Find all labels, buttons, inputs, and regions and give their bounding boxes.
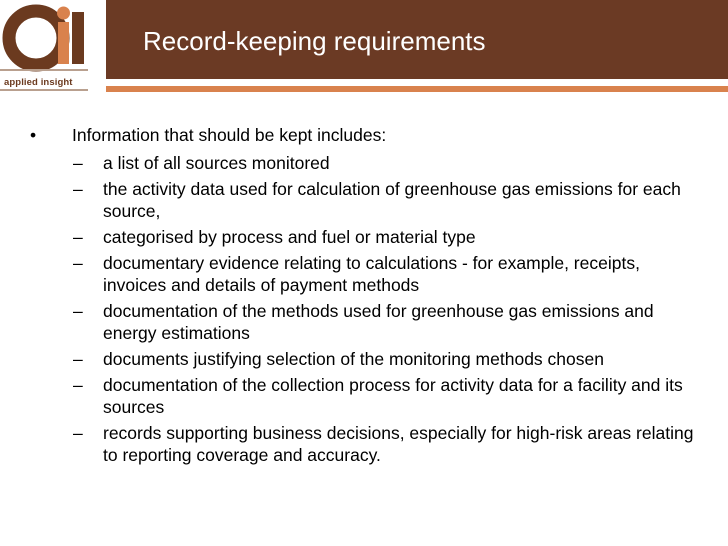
list-item: – documentation of the collection process for activity data for a facility and its sources <box>73 375 683 417</box>
list-item: – documents justifying selection of the monitoring methods chosen <box>73 349 604 369</box>
slide-title: Record-keeping requirements <box>143 26 486 56</box>
slide-content <box>28 124 708 470</box>
logo-wordmark: applied insight <box>4 77 73 88</box>
list-item: – categorised by process and fuel or material type <box>73 227 476 247</box>
list-item: – documentary evidence relating to calculations - for example, receipts, invoices and details of payment methods <box>73 253 640 295</box>
dash-icon: – <box>73 179 83 199</box>
dash-icon: – <box>73 153 83 173</box>
intro-text: Information that should be kept includes: <box>72 125 387 145</box>
dash-icon: – <box>73 301 83 321</box>
list-item: – records supporting business decisions, especially for high-risk areas relating to reporting coverage and accuracy. <box>73 423 694 465</box>
applied-insight-logo <box>0 0 90 92</box>
list-item: – a list of all sources monitored <box>73 153 330 173</box>
list-item: – documentation of the methods used for greenhouse gas emissions and energy estimations <box>73 301 654 343</box>
bullet-icon: • <box>30 125 37 145</box>
list-item: – the activity data used for calculation of greenhouse gas emissions for each source, <box>73 179 681 221</box>
dash-icon: – <box>73 375 83 395</box>
bullet-intro <box>28 124 708 146</box>
sub-bullet-list <box>28 152 708 466</box>
dash-icon: – <box>73 253 83 273</box>
accent-divider <box>106 86 728 92</box>
dash-icon: – <box>73 227 83 247</box>
dash-icon: – <box>73 423 83 443</box>
dash-icon: – <box>73 349 83 369</box>
